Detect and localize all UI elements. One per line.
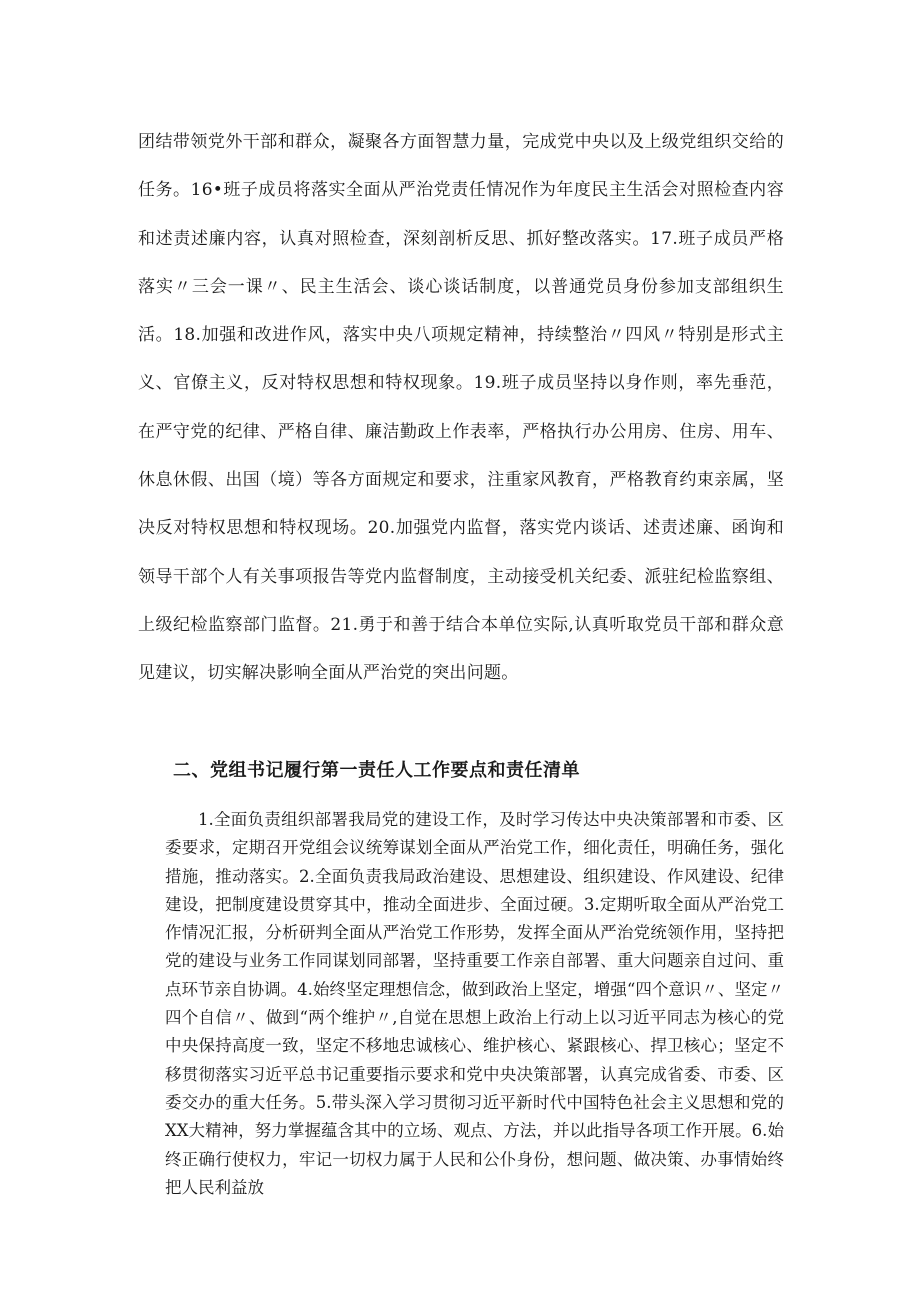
section-heading: 二、党组书记履行第一责任人工作要点和责任清单 xyxy=(173,760,580,781)
body-paragraph-top: 团结带领党外干部和群众，凝聚各方面智慧力量，完成党中央以及上级党组织交给的任务。16•班子成员将落实全面从严治党责任情况作为年度民主生活会对照检查内容和述责述廉内容，认真对照检查，深刻剖析反思、抓好整改落实。17.班子成员严格落实〃三会一课〃、民主生活会、谈心谈话制度，以普通党员身份参加支部组织生活。18.加强和改进作风，落实中央八项规定精神，持续整治〃四风〃特别是形式主义、官僚主义，反对特权思想和特权现象。19.班子成员坚持以身作则，率先垂范，在严守党的纪律、严格自律、廉洁勤政上作表率，严格执行办公用房、住房、用车、休息休假、出国（境）等各方面规定和要求，注重家风教育，严格教育约束亲属，坚决反对特权思想和特权现场。20.加强党内监督，落实党内谈话、述责述廉、函询和领导干部个人有关事项报告等党内监督制度，主动接受机关纪委、派驻纪检监察组、上级纪检监察部门监督。21.勇于和善于结合本单位实际,认真听取党员干部和群众意见建议，切实解决影响全面从严治党的突出问题。 xyxy=(138,132,784,684)
body-paragraph-bottom: 1.全面负责组织部署我局党的建设工作，及时学习传达中央决策部署和市委、区委要求，定期召开党组会议统筹谋划全面从严治党工作，细化责任，明确任务，强化措施，推动落实。2.全面负责我局政治建设、思想建设、组织建设、作风建设、纪律建设，把制度建设贯穿其中，推动全面进步、全面过硬。3.定期听取全面从严治党工作情况汇报，分析研判全面从严治党工作形势，发挥全面从严治党统领作用，坚持把党的建设与业务工作同谋划同部署，坚持重要工作亲自部署、重大问题亲自过问、重点环节亲自协调。4.始终坚定理想信念，做到政治上坚定，增强“四个意识〃、坚定〃四个自信〃、做到“两个维护〃,自觉在思想上政治上行动上以习近平同志为核心的党中央保持高度一致，坚定不移地忠诚核心、维护核心、紧跟核心、捍卫核心；坚定不移贯彻落实习近平总书记重要指示要求和党中央决策部署，认真完成省委、市委、区委交办的重大任务。5.带头深入学习贯彻习近平新时代中国特色社会主义思想和党的XX大精神，努力掌握蕴含其中的立场、观点、方法，并以此指导各项工作开展。6.始终正确行使权力，牢记一切权力属于人民和公仆身份，想问题、做决策、办事情始终把人民利益放 xyxy=(165,810,784,1197)
